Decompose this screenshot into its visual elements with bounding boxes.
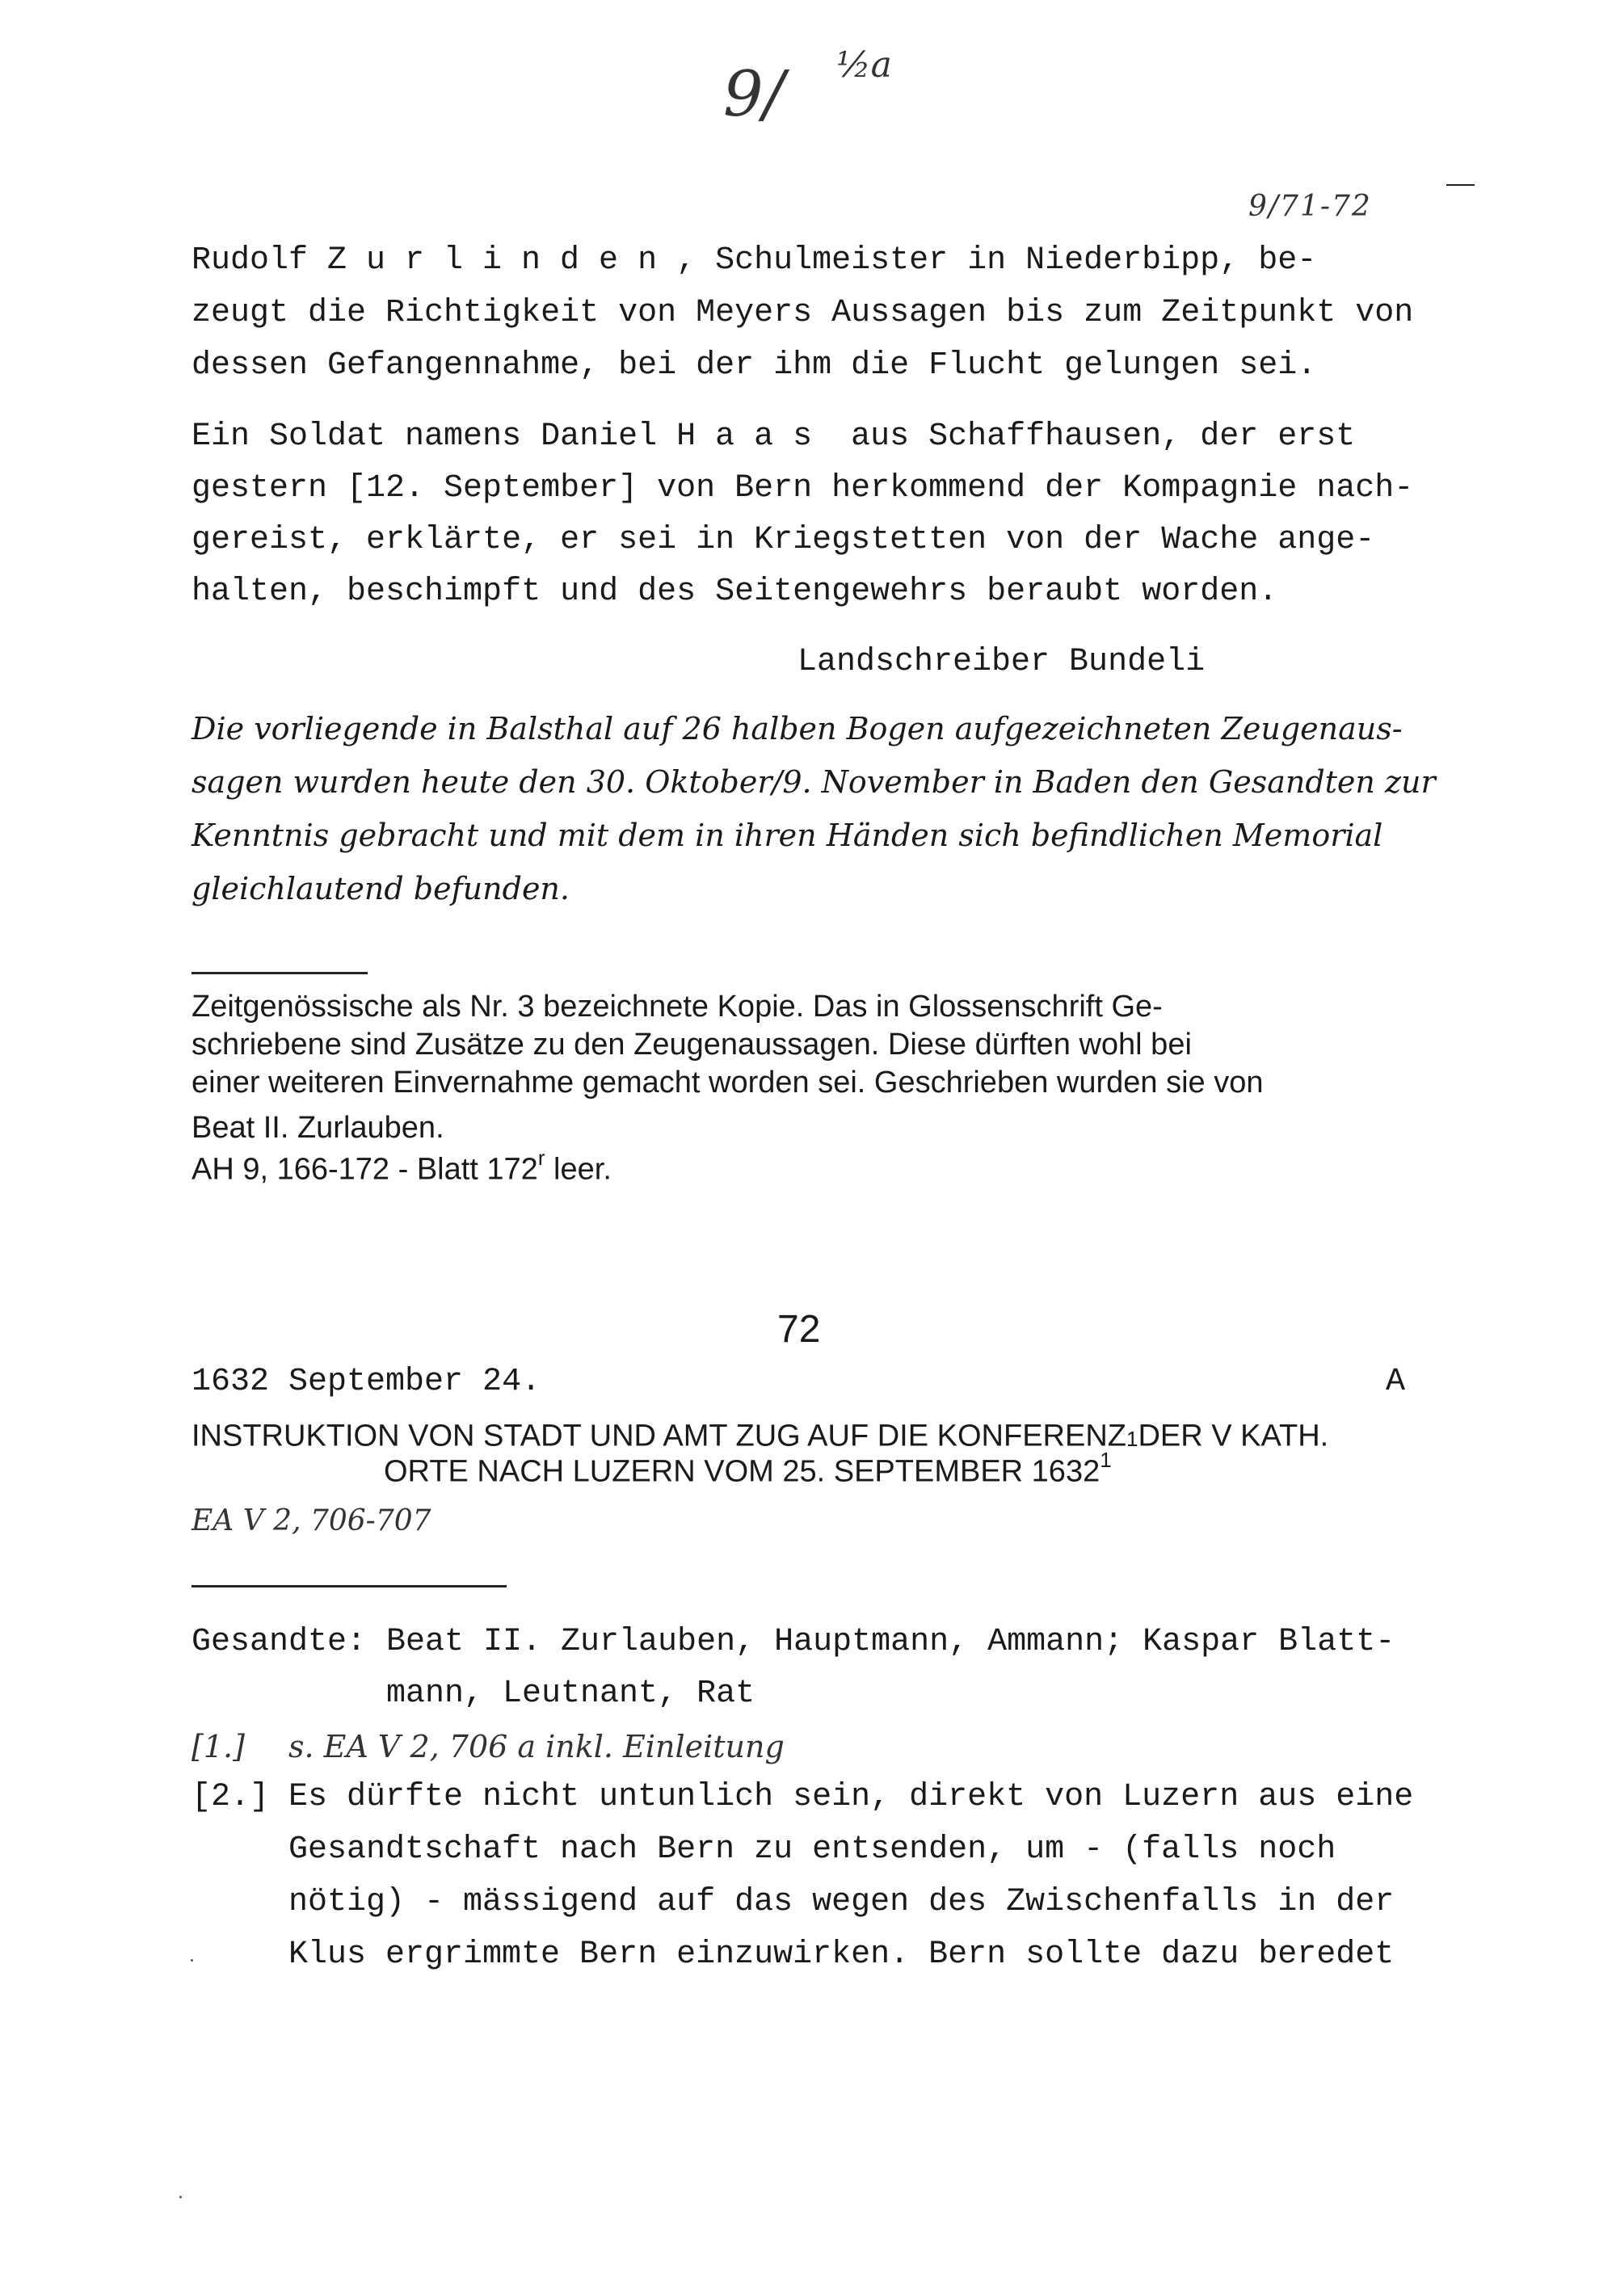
page-reference: 9/71-72 <box>1248 190 1372 223</box>
footnote-line4: Beat II. Zurlauben. <box>191 1111 444 1145</box>
item2-number: [2.] <box>191 1779 270 1815</box>
envoys-line2: mann, Leutnant, Rat <box>386 1676 755 1712</box>
gloss-line1: Die vorliegende in Balsthal auf 26 halben Bogen aufgezeichneten Zeugenaus- <box>191 711 1403 746</box>
item1-number: [1.] <box>191 1729 245 1764</box>
item2-line2: Gesandtschaft nach Bern zu entsenden, um - (falls noch <box>288 1831 1336 1868</box>
handwritten-small-mark: ½a <box>836 44 892 86</box>
para2-line3: gereist, erklärte, er sei in Kriegstetten von der Wache ange- <box>191 522 1375 558</box>
footnote-line3: einer weiteren Einvernahme gemacht worden sei. Geschrieben wurden sie von <box>191 1066 1264 1100</box>
title-line1-pre: INSTRUKTION VON STADT UND AMT ZUG AUF DIE KONFERENZ <box>191 1419 1126 1453</box>
edition-source: EA V 2, 706-707 <box>191 1504 431 1537</box>
para2-line4: halten, beschimpft und des Seitengewehrs beraubt worden. <box>191 574 1278 610</box>
gloss-line4: gleichlautend befunden. <box>191 871 570 906</box>
title-footnote-marker-1: 1 <box>1126 1427 1138 1451</box>
margin-dash <box>1446 184 1475 186</box>
title-footnote-marker-2: 1 <box>1100 1448 1112 1472</box>
para2-line1-pre: Ein Soldat namens Daniel <box>191 418 677 455</box>
para2-line1 <box>191 418 1355 455</box>
document-number: 72 <box>777 1308 821 1351</box>
gloss-line3: Kenntnis gebracht und mit dem in ihren Händen sich befindlichen Memorial <box>191 818 1383 853</box>
name-zurlinden: Zurlinden <box>327 242 677 279</box>
title-line1 <box>191 1415 1328 1454</box>
gloss-line2: sagen wurden heute den 30. Oktober/9. November in Baden den Gesandten zur <box>191 764 1436 800</box>
document-letter: A <box>1386 1364 1406 1400</box>
item2-line1: Es dürfte nicht untunlich sein, direkt von Luzern aus eine <box>288 1779 1414 1815</box>
para1-line1 <box>191 242 1316 279</box>
para2-line1-post: aus Schaffhausen, der erst <box>831 418 1356 455</box>
footnote-divider <box>191 972 368 974</box>
envoys-line1: Beat II. Zurlauben, Hauptmann, Ammann; Kaspar Blatt- <box>386 1624 1395 1660</box>
footnote-line5-sup: r <box>537 1146 545 1170</box>
para1-line3: dessen Gefangennahme, bei der ihm die Flucht gelungen sei. <box>191 347 1317 384</box>
footnote-line5-pre: AH 9, 166-172 - Blatt 172 <box>191 1152 538 1187</box>
envoys-label: Gesandte: <box>191 1624 367 1660</box>
item2-line4: Klus ergrimmte Bern einzuwirken. Bern sollte dazu beredet <box>288 1936 1395 1973</box>
scan-speck <box>179 2196 182 2198</box>
para1-line1-pre: Rudolf <box>191 242 328 279</box>
name-haas: Haas <box>676 418 832 455</box>
section-divider <box>191 1585 507 1587</box>
para2-line2: gestern [12. September] von Bern herkommend der Kompagnie nach- <box>191 470 1414 507</box>
item2-line3: nötig) - mässigend auf das wegen des Zwischenfalls in der <box>288 1884 1395 1920</box>
footnote-line5 <box>191 1146 612 1188</box>
para1-line1-post: , Schulmeister in Niederbipp, be- <box>676 242 1317 279</box>
item1-text: s. EA V 2, 706 a inkl. Einleitung <box>288 1729 785 1764</box>
signature: Landschreiber Bundeli <box>797 644 1206 680</box>
title-line2 <box>384 1448 1112 1490</box>
title-line1-post: DER V KATH. <box>1138 1419 1329 1453</box>
document-date: 1632 September 24. <box>191 1364 541 1400</box>
footnote-line5-post: leer. <box>545 1152 612 1187</box>
title-line2-pre: ORTE NACH LUZERN VOM 25. SEPTEMBER 1632 <box>384 1454 1100 1489</box>
para1-line2: zeugt die Richtigkeit von Meyers Aussagen bis zum Zeitpunkt von <box>191 295 1414 331</box>
scan-speck <box>191 1959 193 1962</box>
handwritten-folio-mark: 9/ <box>723 58 785 131</box>
footnote-line1: Zeitgenössische als Nr. 3 bezeichnete Kopie. Das in Glossenschrift Ge- <box>191 990 1163 1024</box>
footnote-line2: schriebene sind Zusätze zu den Zeugenaussagen. Diese dürften wohl bei <box>191 1028 1192 1062</box>
